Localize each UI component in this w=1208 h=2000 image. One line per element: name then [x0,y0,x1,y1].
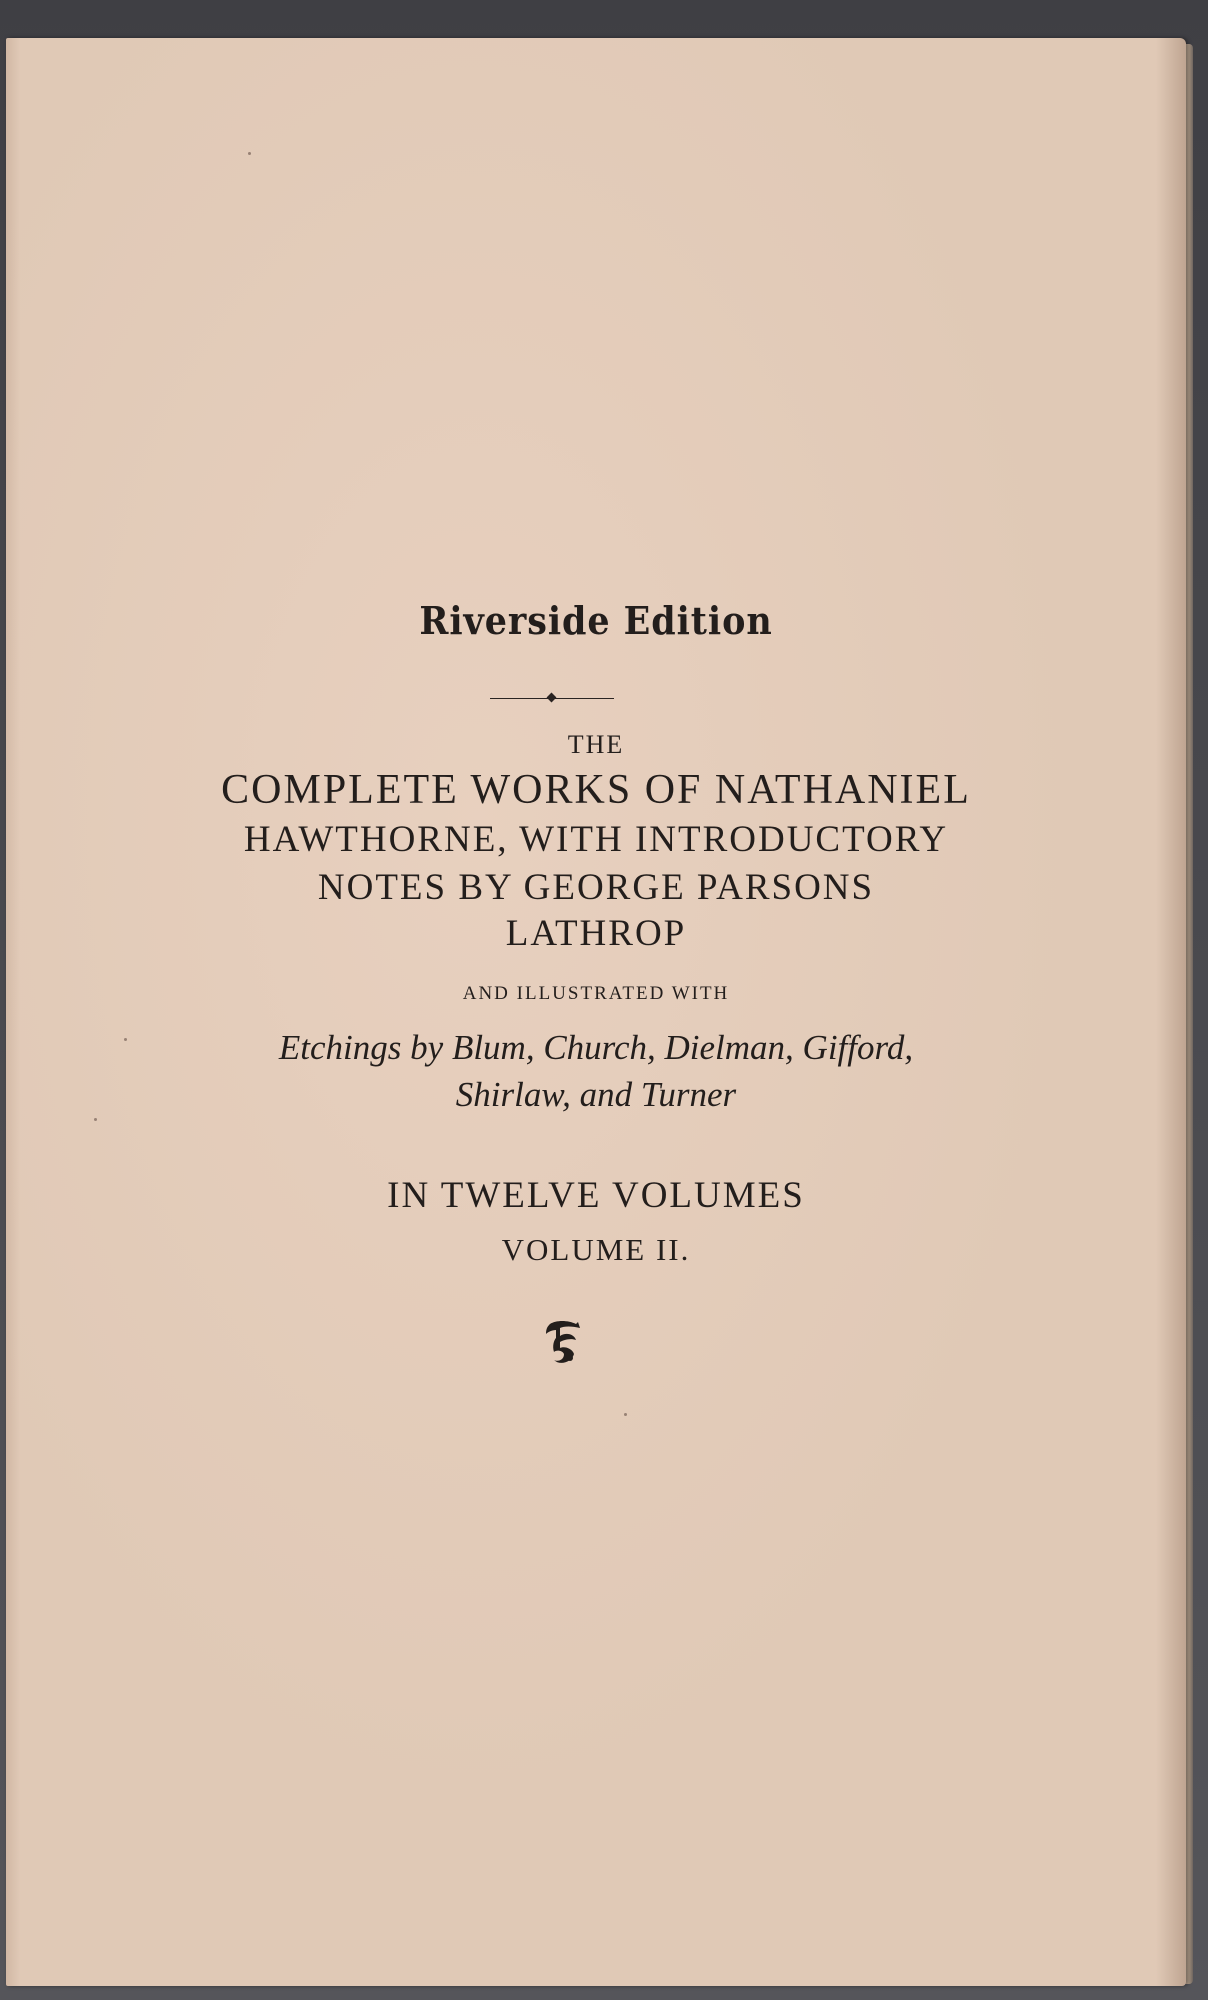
etchings-line-1: Etchings by Blum, Church, Dielman, Gifford, [278,1028,914,1067]
title-line-2: HAWTHORNE, WITH INTRODUCTORY [243,819,949,860]
paper-speck [94,1118,97,1121]
title-line-3: NOTES BY GEORGE PARSONS [317,867,875,908]
paper-speck [624,1413,627,1416]
etchings-line-2: Shirlaw, and Turner [455,1075,737,1114]
title-page [6,38,1186,1986]
illustrated-with: AND ILLUSTRATED WITH [462,983,730,1004]
title-article: THE [567,730,625,759]
paper-speck [124,1038,127,1041]
title-line-1: COMPLETE WORKS OF NATHANIEL [221,767,971,813]
edition-heading: Riverside Edition [419,598,773,643]
rule-diamond-icon [547,693,557,703]
printer-ornament-icon [542,1318,586,1368]
volume-number: VOLUME II. [501,1232,691,1267]
title-line-4: LATHROP [505,913,687,954]
volume-count: IN TWELVE VOLUMES [387,1175,805,1216]
paper-speck [248,152,251,155]
